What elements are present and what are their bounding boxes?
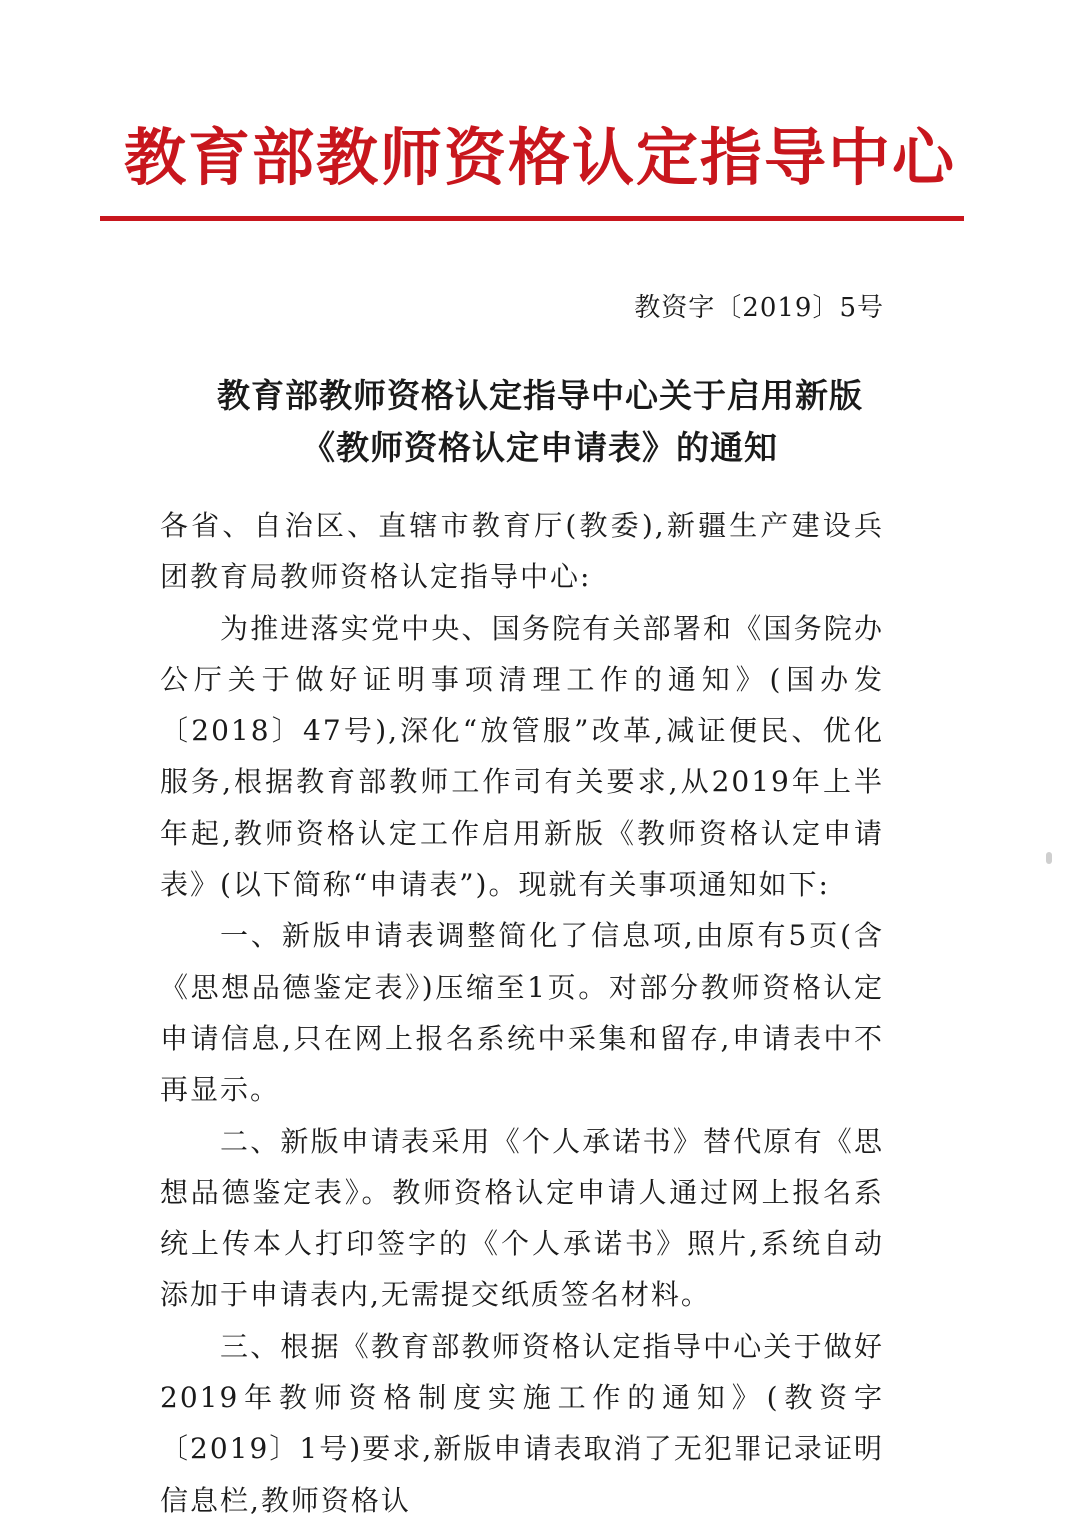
body-paragraph-item-2: 二、新版申请表采用《个人承诺书》替代原有《思想品德鉴定表》。教师资格认定申请人通过网上报名系统上传本人打印签字的《个人承诺书》照片,系统自动添加于申请表内,无需提交纸质签名材料。: [160, 1124, 884, 1312]
salutation: 各省、自治区、直辖市教育厅(教委),新疆生产建设兵团教育局教师资格认定指导中心:: [160, 509, 884, 594]
notice-title-line-2: 《教师资格认定申请表》的通知: [302, 428, 778, 467]
letterhead-title: 教育部教师资格认定指导中心: [123, 121, 956, 194]
body-paragraph-item-1: 一、新版申请表调整简化了信息项,由原有5页(含《思想品德鉴定表》)压缩至1页。对部分教师资格认定申请信息,只在网上报名系统中采集和留存,申请表中不再显示。: [160, 919, 884, 1107]
notice-body: [160, 500, 884, 1526]
scan-speck: [1046, 852, 1052, 864]
body-paragraph-intro: 为推进落实党中央、国务院有关部署和《国务院办公厅关于做好证明事项清理工作的通知》(国办发〔2018〕47号),深化“放管服”改革,减证便民、优化服务,根据教育部教师工作司有关要求,从2019年上半年起,教师资格认定工作启用新版《教师资格认定申请表》(以下简称“申请表”)。现就有关事项通知如下:: [160, 611, 884, 902]
body-paragraph-item-3: 三、根据《教育部教师资格认定指导中心关于做好2019年教师资格制度实施工作的通知》(教资字〔2019〕1号)要求,新版申请表取消了无犯罪记录证明信息栏,教师资格认: [160, 1329, 884, 1517]
document-number: 教资字〔2019〕5号: [634, 293, 884, 323]
letterhead-red-rule: [100, 216, 964, 221]
notice-title-line-1: 教育部教师资格认定指导中心关于启用新版: [217, 376, 863, 415]
